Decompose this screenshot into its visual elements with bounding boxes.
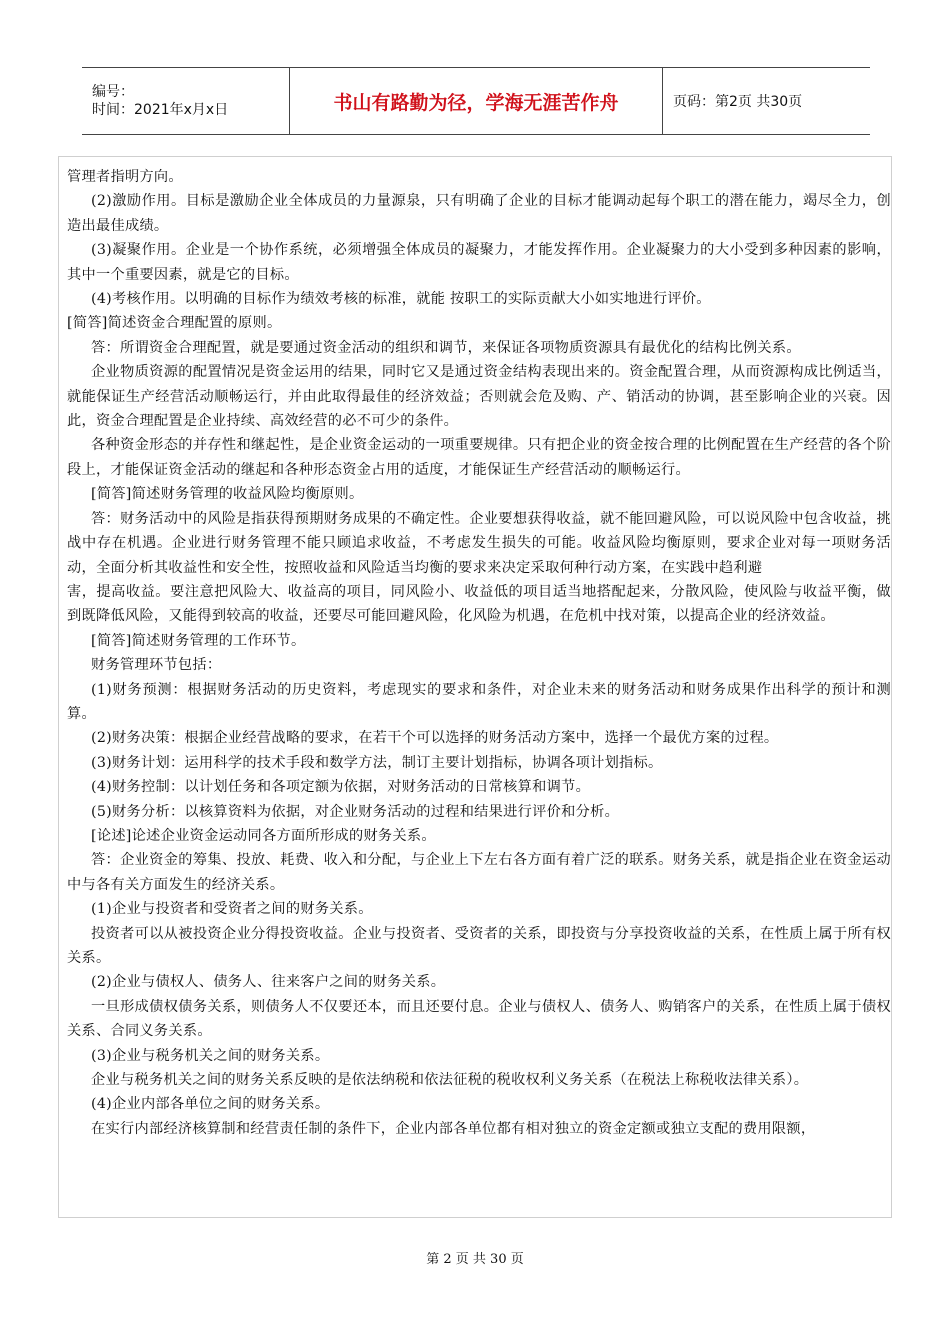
paragraph: [简答]简述财务管理的工作环节。 [91, 632, 306, 649]
time-label: 时间：2021年x月x日 [92, 102, 229, 118]
paragraph: 投资者可以从被投资企业分得投资收益。企业与投资者、受资者的关系，即投资与分享投资收益的关系，在性质上属于所有权关系。 [67, 925, 891, 966]
paragraph: 企业与税务机关之间的财务关系反映的是依法纳税和依法征税的税收权利义务关系（在税法上称税收法律关系）。 [91, 1072, 809, 1089]
header-meta [82, 68, 290, 135]
paragraph: (2)财务决策：根据企业经营战略的要求，在若干个可以选择的财务活动方案中，选择一个最优方案的过程。 [91, 730, 779, 747]
number-label: 编号： [92, 84, 134, 100]
paragraph: (4)企业内部各单位之间的财务关系。 [91, 1096, 330, 1113]
paragraph: 各种资金形态的并存性和继起性，是企业资金运动的一项重要规律。只有把企业的资金按合理的比例配置在生产经营的各个阶段上，才能保证资金活动的继起和各种形态资金占用的适度，才能保证生产经营活动的顺畅运行。 [67, 437, 891, 478]
header-motto: 书山有路勤为径，学海无涯苦作舟 [290, 68, 663, 135]
paragraph: (1)企业与投资者和受资者之间的财务关系。 [91, 901, 373, 918]
content-body [58, 156, 892, 1218]
paragraph: 答：财务活动中的风险是指获得预期财务成果的不确定性。企业要想获得收益，就不能回避风险，可以说风险中包含收益，挑战中存在机遇。企业进行财务管理不能只顾追求收益，不考虑发生损失的可能。收益风险均衡原则，要求企业对每一项财务活动，全面分析其收益性和安全性，按照收益和风险适当均衡的要求来决定采取何种行动方案，在实践中趋利避 [67, 510, 891, 576]
paragraph: 答：所谓资金合理配置，就是要通过资金活动的组织和调节，来保证各项物质资源具有最优化的结构比例关系。 [91, 339, 801, 356]
paragraph: (3)财务计划：运用科学的技术手段和数学方法，制订主要计划指标，协调各项计划指标。 [91, 754, 663, 771]
paragraph: (4)考核作用。以明确的目标作为绩效考核的标准，就能 按职工的实际贡献大小如实地进行评价。 [91, 291, 711, 308]
paragraph-list [67, 165, 891, 1141]
paragraph: 在实行内部经济核算制和经营责任制的条件下，企业内部各单位都有相对独立的资金定额或独立支配的费用限额， [91, 1120, 816, 1137]
paragraph: 财务管理环节包括： [91, 657, 222, 674]
paragraph: 害，提高收益。要注意把风险大、收益高的项目，同风险小、收益低的项目适当地搭配起来，分散风险，使风险与收益平衡，做到既降低风险，又能得到较高的收益，还要尽可能回避风险，化风险为机遇，在危机中找对策，以提高企业的经济效益。 [67, 583, 891, 625]
paragraph: (2)企业与债权人、债务人、往来客户之间的财务关系。 [91, 974, 446, 991]
paragraph: [简答]简述财务管理的收益风险均衡原则。 [91, 486, 364, 503]
paragraph: [论述]论述企业资金运动同各方面所形成的财务关系。 [91, 827, 436, 844]
header-page-label: 页码：第2页 共30页 [663, 68, 871, 135]
paragraph: (1)财务预测：根据财务活动的历史资料，考虑现实的要求和条件，对企业未来的财务活动和财务成果作出科学的预计和测算。 [67, 681, 891, 722]
paragraph: (3)企业与税务机关之间的财务关系。 [91, 1047, 330, 1064]
paragraph: (3)凝聚作用。企业是一个协作系统，必须增强全体成员的凝聚力，才能发挥作用。企业凝聚力的大小受到多种因素的影响，其中一个重要因素，就是它的目标。 [67, 242, 891, 283]
paragraph: 管理者指明方向。 [67, 169, 183, 185]
paragraph: 答：企业资金的筹集、投放、耗费、收入和分配，与企业上下左右各方面有着广泛的联系。财务关系，就是指企业在资金运动中与各有关方面发生的经济关系。 [67, 852, 891, 893]
paragraph: 一旦形成债权债务关系，则债务人不仅要还本，而且还要付息。企业与债权人、债务人、购销客户的关系，在性质上属于债权关系、合同义务关系。 [67, 998, 891, 1040]
page-footer: 第 2 页 共 30 页 [426, 1252, 524, 1267]
paragraph: (4)财务控制：以计划任务和各项定额为依据，对财务活动的日常核算和调节。 [91, 779, 591, 796]
header-table [82, 67, 870, 135]
paragraph: 企业物质资源的配置情况是资金运用的结果，同时它又是通过资金结构表现出来的。资金配置合理，从而资源构成比例适当，就能保证生产经营活动顺畅运行，并由此取得最佳的经济效益；否则就会危及购、产、销活动的协调，甚至影响企业的兴衰。因此，资金合理配置是企业持续、高效经营的必不可少的条件。 [67, 364, 891, 430]
paragraph: (5)财务分析：以核算资料为依据，对企业财务活动的过程和结果进行评价和分析。 [91, 803, 620, 820]
paragraph: [简答]简述资金合理配置的原则。 [67, 315, 282, 332]
paragraph: (2)激励作用。目标是激励企业全体成员的力量源泉，只有明确了企业的目标才能调动起每个职工的潜在能力，竭尽全力，创造出最佳成绩。 [67, 193, 891, 234]
